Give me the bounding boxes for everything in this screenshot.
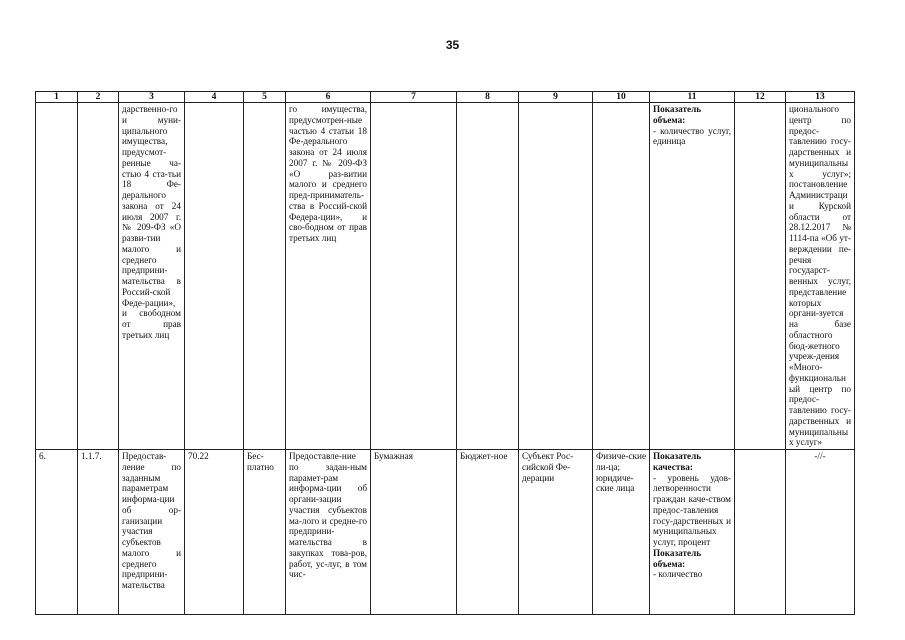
- row-b-form: Бумажная: [371, 450, 457, 615]
- row-a-payment: [244, 103, 286, 450]
- table-row: [36, 450, 855, 615]
- header-cell-2: 2: [78, 92, 119, 103]
- row-b-volume-indicator-text: - количество: [653, 569, 703, 580]
- table-header-row: [36, 92, 855, 103]
- row-b-consumers: Физиче-ские ли-ца; юридиче-ские лица: [593, 450, 650, 615]
- row-b-code: 1.1.7.: [78, 450, 119, 615]
- row-a-service-name: дарственно-го и муни-ципального имущества, предусмот-ренные ча-стью 4 ста-тьи 18 Фе-дерального закона от 24 июля 2007 г. № 209-ФЗ «О разви-тии малого и среднего предприни-мательства в Россий-ской Феде-рации», и свободном от прав третьих лиц: [119, 103, 185, 450]
- row-a-indicators: [650, 103, 735, 450]
- row-b-service-name: Предостав-ление по заданным параметрам информа-ции об ор-ганизации участия субъектов малого и среднего предприни-мательства: [119, 450, 185, 615]
- row-b-founder: Субъект Рос-сийской Фе-дерации: [519, 450, 593, 615]
- row-a-volume-indicator-label: Показатель объема:: [653, 104, 702, 125]
- row-b-volume-indicator-label: Показатель объема:: [653, 547, 702, 569]
- row-b-quality-indicator-label: Показатель качества:: [653, 451, 702, 472]
- row-b-okved: 70.22: [185, 450, 244, 615]
- services-table: [35, 91, 855, 615]
- row-a-institution-type: [457, 103, 519, 450]
- header-cell-9: 9: [519, 92, 593, 103]
- row-a-col-12: [735, 103, 786, 450]
- row-a-consumers: [593, 103, 650, 450]
- row-a-service-content: го имущества, предусмотрен-ные частью 4 статьи 18 Фе-дерального закона от 24 июля 2007 г. № 209-ФЗ «О раз-витии малого и среднего пред-приниматель-ства в Россий-ской Федера-ции», и сво-бодном от прав третьих лиц: [286, 103, 371, 450]
- header-cell-8: 8: [457, 92, 519, 103]
- row-a-founder: [519, 103, 593, 450]
- header-cell-12: 12: [735, 92, 786, 103]
- header-cell-6: 6: [286, 92, 371, 103]
- row-b-col-12: [735, 450, 786, 615]
- row-b-payment: Бес-платно: [244, 450, 286, 615]
- row-b-quality-indicator-text: - уровень удов-летворенности граждан каче-ством предос-тавления госу-дарственных и муниципальных услуг, процент: [653, 472, 731, 547]
- row-b-indicators: [650, 450, 735, 615]
- header-cell-4: 4: [185, 92, 244, 103]
- header-cell-7: 7: [371, 92, 457, 103]
- row-b-number: 6.: [36, 450, 78, 615]
- page-number: 35: [445, 38, 460, 52]
- row-a-legal-basis: ционального центр по предос-тавлению госу-дарственных и муниципальных услуг»; постановление Администрации Курской области от 28.12.2017 № 1114-па «Об ут-верждении пе-речня государст-венных услуг, представление которых органи-зуется на базе областного бюд-жетного учреж-дения «Много-функциональный центр по предос-тавлению госу-дарственных и муниципальных услуг»: [786, 103, 855, 450]
- row-a-form: [371, 103, 457, 450]
- row-b-legal-basis: -//-: [786, 450, 855, 615]
- table-row: [36, 103, 855, 450]
- row-a-volume-indicator-text: - количество услуг, единица: [653, 125, 731, 147]
- row-a-number: [36, 103, 78, 450]
- row-b-service-content: Предоставле-ние по задан-ным парамет-рам информа-ции об органи-зации участия субъектов ма-лого и средне-го предприни-мательства в закупках това-ров, работ, ус-луг, в том чис-: [286, 450, 371, 615]
- header-cell-13: 13: [786, 92, 855, 103]
- row-a-code: [78, 103, 119, 450]
- header-cell-3: 3: [119, 92, 185, 103]
- header-cell-1: 1: [36, 92, 78, 103]
- header-cell-5: 5: [244, 92, 286, 103]
- row-b-institution-type: Бюджет-ное: [457, 450, 519, 615]
- header-cell-10: 10: [593, 92, 650, 103]
- header-cell-11: 11: [650, 92, 735, 103]
- row-a-okved: [185, 103, 244, 450]
